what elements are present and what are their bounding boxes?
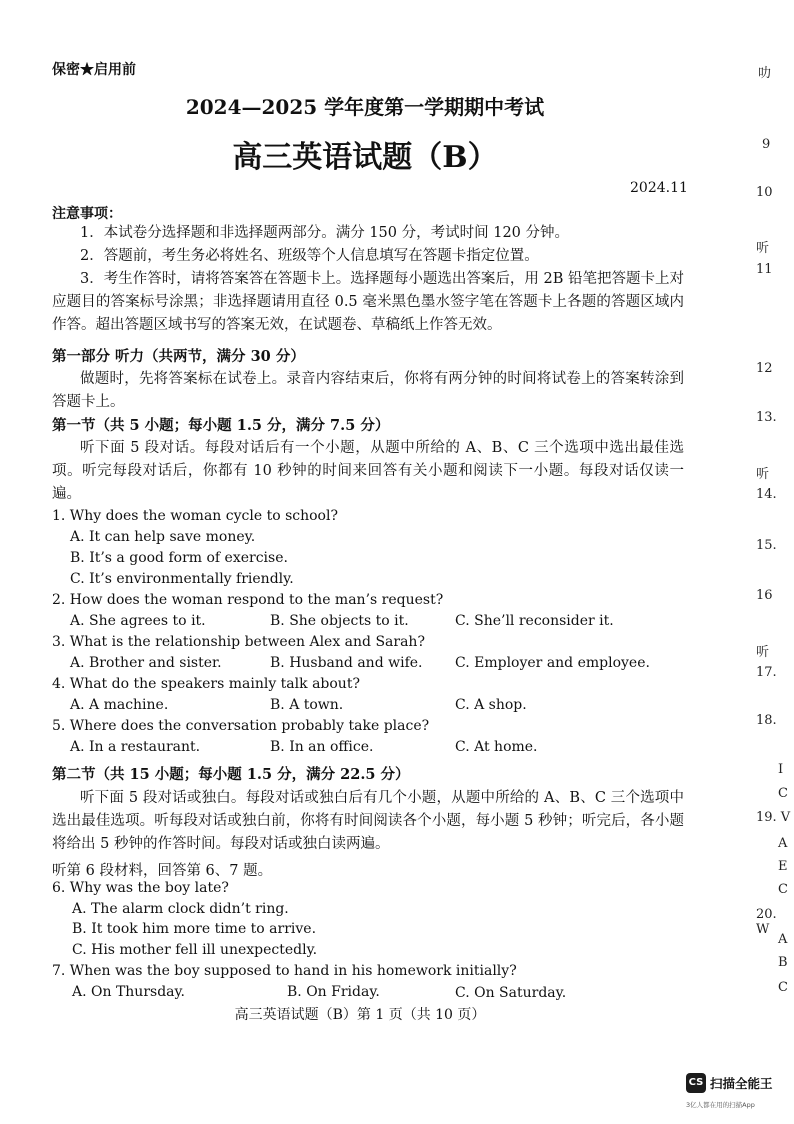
edge-fragment: C (778, 786, 788, 801)
option-c: C. On Saturday. (455, 985, 567, 1001)
part1-intro: 做题时，先将答案标在试卷上。录音内容结束后，你将有两分钟的时间将试卷上的答案转涂到答题卡上。 (52, 371, 684, 410)
question-stem: 6. Why was the boy late? (52, 880, 229, 896)
edge-fragment: A (778, 932, 788, 947)
edge-fragment: 11 (756, 262, 773, 277)
edge-fragment: 19. V (756, 810, 791, 825)
option-b: B. A town. (270, 697, 344, 713)
notice-item-2: 2．答题前，考生务必将姓名、班级等个人信息填写在答题卡指定位置。 (80, 248, 539, 264)
edge-fragment: 听 (756, 645, 770, 660)
option-a: A. It can help save money. (70, 529, 256, 545)
question-stem: 3. What is the relationship between Alex and Sarah? (52, 634, 425, 650)
edge-fragment: 12 (756, 361, 773, 376)
option-a: A. In a restaurant. (70, 739, 201, 755)
option-c: C. She’ll reconsider it. (455, 613, 614, 629)
option-c: C. A shop. (455, 697, 527, 713)
option-a: A. She agrees to it. (70, 613, 206, 629)
confidential-label: 保密★启用前 (52, 62, 136, 78)
option-a: A. The alarm clock didn’t ring. (72, 901, 289, 917)
option-b: B. Husband and wife. (270, 655, 423, 671)
section2-heading: 第二节（共 15 小题；每小题 1.5 分，满分 22.5 分） (52, 766, 410, 783)
edge-fragment: E (778, 859, 788, 874)
question-stem: 2. How does the woman respond to the man’s request? (52, 592, 444, 608)
option-a: A. A machine. (70, 697, 169, 713)
page-footer: 高三英语试题（B）第 1 页（共 10 页） (234, 1007, 486, 1023)
edge-fragment: B (778, 955, 788, 970)
question-stem: 7. When was the boy supposed to hand in his homework initially? (52, 963, 517, 979)
edge-fragment: 18. (756, 713, 777, 728)
edge-fragment: 16 (756, 588, 773, 603)
option-a: A. Brother and sister. (70, 655, 222, 671)
option-b: B. She objects to it. (270, 613, 409, 629)
section2-intro: 听下面 5 段对话或独白。每段对话或独白后有几个小题，从题中所给的 A、B、C 三个选项中选出最佳选项。听每段对话或独白前，你将有时间阅读各个小题，每小题 5 秒钟；听完后，各小题将给出 5 秒钟的作答时间。每段对话或独白读两遍。 (52, 790, 684, 852)
section1-heading: 第一节（共 5 小题；每小题 1.5 分，满分 7.5 分） (52, 417, 390, 434)
edge-fragment: 9 (762, 137, 771, 152)
edge-fragment: 17. (756, 665, 777, 680)
camscanner-logo-icon: CS (686, 1073, 706, 1093)
section1-intro: 听下面 5 段对话。每段对话后有一个小题，从题中所给的 A、B、C 三个选项中选出最佳选项。听完每段对话后，你都有 10 秒钟的时间来回答有关小题和阅读下一小题。每段对话仅读一遍。 (52, 440, 684, 502)
notice-item-3: 3．考生作答时，请将答案答在答题卡上。选择题每小题选出答案后，用 2B 铅笔把答题卡上对应题目的答案标号涂黑；非选择题请用直径 0.5 毫米黑色墨水签字笔在答题卡上各题的答题区域内作答。超出答题区域书写的答案无效，在试题卷、草稿纸上作答无效。 (52, 271, 684, 333)
edge-fragment: 13. (756, 410, 777, 425)
edge-fragment: I (778, 762, 784, 777)
edge-fragment: 15. (756, 538, 777, 553)
option-b: B. It took him more time to arrive. (72, 921, 317, 937)
notice-item-1: 1．本试卷分选择题和非选择题两部分。满分 150 分，考试时间 120 分钟。 (80, 225, 570, 241)
edge-fragment: 听 (756, 241, 770, 256)
exam-title: 2024—2025 学年度第一学期期中考试 (185, 95, 545, 119)
notice-heading: 注意事项： (52, 206, 122, 222)
option-c: C. Employer and employee. (455, 655, 650, 671)
edge-fragment: C (778, 980, 788, 995)
edge-fragment: 10 (756, 185, 773, 200)
watermark-tagline: 3亿人都在用的扫描App (686, 1101, 755, 1109)
edge-fragment: A (778, 836, 788, 851)
watermark-name: 扫描全能王 (710, 1076, 773, 1091)
option-c: C. His mother fell ill unexpectedly. (72, 942, 318, 958)
question-stem: 4. What do the speakers mainly talk about? (52, 676, 360, 692)
part1-heading: 第一部分 听力（共两节，满分 30 分） (52, 348, 305, 365)
edge-fragment: 听 (756, 467, 770, 482)
edge-fragment: 20. W (756, 907, 777, 937)
option-c: C. At home. (455, 739, 538, 755)
option-b: B. In an office. (270, 739, 374, 755)
edge-fragment: 14. (756, 487, 777, 502)
question-stem: 5. Where does the conversation probably take place? (52, 718, 430, 734)
option-b: B. It’s a good form of exercise. (70, 550, 288, 566)
option-a: A. On Thursday. (72, 984, 186, 1000)
paper-title: 高三英语试题（B） (232, 140, 498, 175)
edge-fragment: 叻 (758, 66, 772, 81)
edge-fragment: C (778, 882, 788, 897)
option-c: C. It’s environmentally friendly. (70, 571, 294, 587)
material-6-instruction: 听第 6 段材料，回答第 6、7 题。 (52, 863, 273, 879)
question-stem: 1. Why does the woman cycle to school? (52, 508, 338, 524)
exam-date: 2024.11 (630, 180, 688, 196)
option-b: B. On Friday. (287, 984, 380, 1000)
